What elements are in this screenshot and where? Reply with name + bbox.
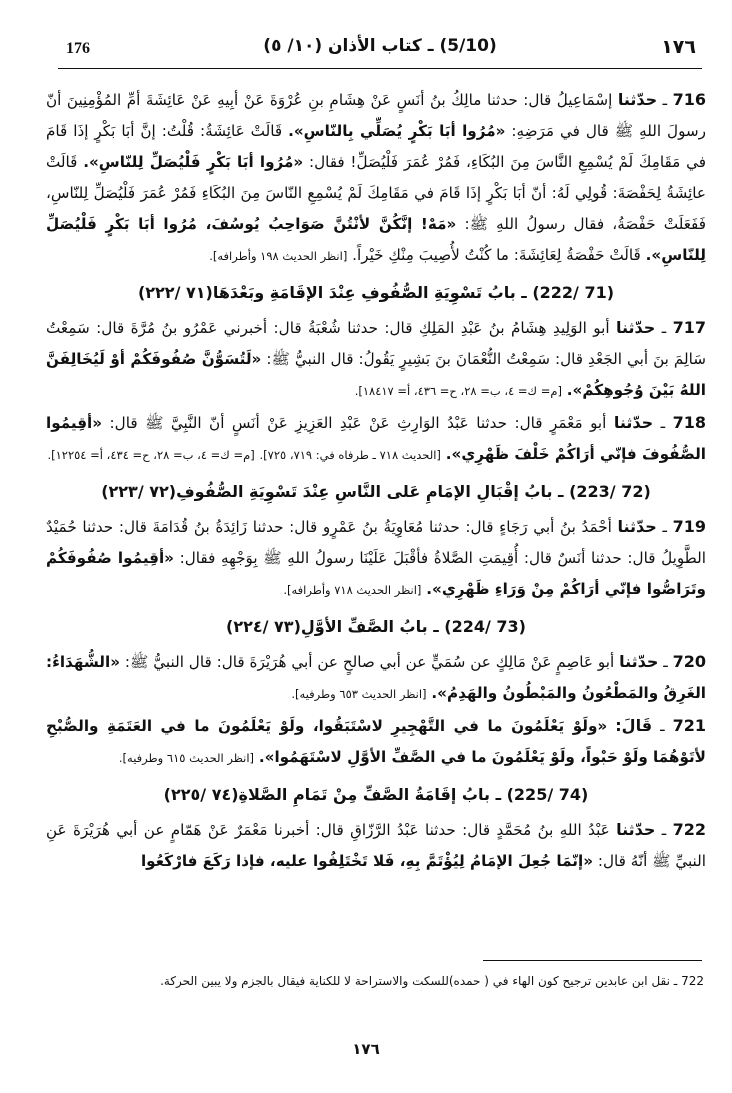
page-number-arabic: ١٧٦: [661, 36, 696, 58]
hadith-717: 717 ـ حدّثنا أبو الوَلِيدِ هِشَامُ بنُ عَبْدِ المَلِكِ قال: حدثنا شُعْبَةُ قال: أخبرني عَمْرُو بنُ مُرَّةَ قال: سَمِعْتُ سَالِمَ بنَ أبي الجَعْدِ قال: سَمِعْتُ النُّعْمَانَ بنَ بَشِيرٍ يَقُولُ: قال النبيُّ ﷺ: «لَتُسَوُّنَّ صُفُوفَكُمْ أوْ لَيُخَالِفَنَّ اللهُ بَيْنَ وُجُوهِكُمْ». [م= ك= ٤، ب= ٢٨، ح= ٤٣٦، أ= ١٨٤١٧].: [46, 318, 707, 399]
hadith-721: 721 ـ قَالَ: «ولَوْ يَعْلَمُونَ ما في التَّهْجِيرِ لاسْتَبَقُوا، ولَوْ يَعْلَمُونَ ما في العَتَمَةِ والصُّبْحِ لأتَوْهُمَا ولَوْ حَبْواً، ولَوْ يَعْلَمُونَ ما في الصَّفِّ الأوَّلِ لاسْتَهَمُوا». [انظر الحديث ٦١٥ وطرفيه].: [46, 716, 707, 766]
hadith-number: 722: [672, 820, 707, 839]
hadith-quote: «أقِيمُوا صُفُوفَكُمْ وتَرَاصُّوا فإنّي أرَاكُمْ مِنْ وَرَاءِ ظَهْرِي».: [46, 549, 706, 598]
hadith-quote: «لَتُسَوُّنَّ صُفُوفَكُمْ أوْ لَيُخَالِفَنَّ اللهُ بَيْنَ وُجُوهِكُمْ».: [46, 350, 706, 399]
hadith-number: 720: [672, 652, 707, 671]
hadith-text: أحْمَدُ بنُ أبي رَجَاءٍ قال: حدثنا مُعَاوِيَةُ بنُ عَمْرٍو قال: حدثنا زَائِدَةُ بنُ قُدَامَةَ قال: حدثنا حُمَيْدٌ الطَّوِيلُ قال: حدثنا أنَسٌ قال: أُقِيمَتِ الصَّلاةُ فأقْبَلَ عَلَيْنَا رسولُ اللهِ ﷺ بِوَجْهِهِ فقال:: [46, 518, 706, 567]
hadith-reference: [الحديث ٧١٨ ـ طرفاه في: ٧١٩، ٧٢٥].: [259, 448, 441, 462]
page-number-latin: 176: [66, 40, 90, 57]
hadith-text: قَالَتْ حَفْصَةُ لِعَائِشَةَ: ما كُنْتُ لأُصِيبَ مِنْكِ خَيْراً.: [352, 246, 646, 264]
hadith-text: قَالَتْ عائِشَةُ لِحَفْصَةَ: قُولِي لَهُ: أنّ أبَا بَكْرٍ إذَا قَامَ في مَقَامِكَ لَمْ يُسْمِعِ النّاسَ مِنَ البُكَاءِ فَمُرْ عُمَرَ فَلْيُصَلِّ لِلنّاسِ، فَفَعَلَتْ حَفْصَةُ، فقال رسولُ اللهِ ﷺ:: [46, 153, 706, 233]
hadith-quote: «مَهْ! إنَّكُنَّ لأنْتُنَّ صَوَاحِبُ يُوسُفَ، مُرُوا أبَا بَكْرٍ فَلْيُصَلِّ لِلنّاسِ».: [46, 215, 706, 264]
hadith-quote: «إنّمَا جُعِلَ الإمَامُ لِيُؤْتَمَّ بِهِ، فَلا تَخْتَلِفُوا عليه، فإذا رَكَعَ فارْكَعُوا: [140, 852, 594, 870]
hadith-quote: «مُرُوا أبَا بَكْرٍ يُصَلِّي بِالنّاسِ».: [288, 122, 506, 140]
footnote: 722 ـ نقل ابن عابدين ترجيح كون الهاء في ( حمده)للسكت والاستراحة لا للكناية فيقال بالجزم ولا يبين الحركة.: [160, 974, 704, 988]
hadith-text: عَبْدُ اللهِ بنُ مُحَمَّدٍ قال: حدثنا عَبْدُ الرَّزّاقِ قال: أخبرنا مَعْمَرٌ عَنْ هَمّامٍ عن أبي هُرَيْرَةَ عَنِ النبيِّ ﷺ أنّهُ قال:: [46, 821, 706, 870]
hadith-number: 719: [672, 517, 706, 536]
hadith-number: 718: [672, 413, 707, 432]
hadith-719: 719 ـ حدّثنا أحْمَدُ بنُ أبي رَجَاءٍ قال: حدثنا مُعَاوِيَةُ بنُ عَمْرٍو قال: حدثنا زَائِدَةُ بنُ قُدَامَةَ قال: حدثنا حُمَيْدٌ الطَّوِيلُ قال: حدثنا أنَسٌ قال: أُقِيمَتِ الصَّلاةُ فأقْبَلَ عَلَيْنَا رسولُ اللهِ ﷺ بِوَجْهِهِ فقال: «أقِيمُوا صُفُوفَكُمْ وتَرَاصُّوا فإنّي أرَاكُمْ مِنْ وَرَاءِ ظَهْرِي». [انظر الحديث ٧١٨ وأطرافه].: [46, 517, 706, 598]
footnote-divider: [483, 960, 702, 961]
hadith-text: أبو عَاصِمٍ عَنْ مَالِكٍ عن سُمَيٍّ عن أبي صالحٍ عن أبي هُرَيْرَةَ قال: قال النبيُّ ﷺ:: [120, 653, 615, 671]
hadith-keyword: قَالَ:: [615, 716, 653, 735]
hadith-reference: [انظر الحديث ٦٥٣ وطرفيه].: [291, 687, 427, 701]
page-header: [58, 30, 702, 69]
chapter-heading: (74 /225) ـ بابُ إقَامَةُ الصَّفِّ مِنْ تَمَامِ الصَّلاةِ(٧٤ /٢٢٥): [163, 785, 589, 804]
hadith-reference: [م= ك= ٤، ب= ٢٨، ح= ٤٣٤، أ= ١٢٢٥٤].: [47, 448, 255, 462]
hadith-reference: [انظر الحديث ١٩٨ وأطرافه].: [209, 249, 348, 263]
chapter-heading: (71 /222) ـ بابُ تَسْوِيَةِ الصُّفُوفِ عِنْدَ الإقَامَةِ وبَعْدَهَا(٧١ /٢٢٢): [137, 283, 615, 302]
hadith-text: أبو مَعْمَرٍ قال: حدثنا عَبْدُ الوَارِثِ عَنْ عَبْدِ العَزِيزِ عَنْ أنَسٍ أنّ النَّبِيَّ ﷺ قال:: [102, 414, 607, 432]
page-footer-number: ١٧٦: [352, 1040, 380, 1058]
hadith-reference: [انظر الحديث ٧١٨ وأطرافه].: [283, 583, 422, 597]
hadith-text: قَالَتْ عَائِشَةُ: قُلْتُ: إنَّ أبَا بَكْرٍ إذَا قَامَ في مَقَامِكَ لَمْ يُسْمِعِ النَّاسَ مِنَ البُكَاءِ، فَمُرْ عُمَرَ فَلْيُصَلِّ! فقال:: [46, 122, 706, 171]
hadith-keyword: حدّثنا: [619, 652, 659, 671]
hadith-quote: «الشُّهَدَاءُ: الغَرِقُ والمَطْعُونُ والمَبْطُونُ والهَدِمُ».: [46, 653, 706, 702]
hadith-reference: [انظر الحديث ٦١٥ وطرفيه].: [118, 751, 255, 765]
hadith-keyword: حدّثنا: [615, 318, 656, 337]
hadith-quote: «أقِيمُوا الصُّفُوفَ فإنّي أرَاكُمْ خَلْفَ ظَهْرِي».: [46, 414, 706, 463]
hadith-keyword: حدّثنا: [616, 820, 656, 839]
hadith-720: 720 ـ حدّثنا أبو عَاصِمٍ عَنْ مَالِكٍ عن سُمَيٍّ عن أبي صالحٍ عن أبي هُرَيْرَةَ قال: قال النبيُّ ﷺ: «الشُّهَدَاءُ: الغَرِقُ والمَطْعُونُ والمَبْطُونُ والهَدِمُ». [انظر الحديث ٦٥٣ وطرفيه].: [46, 652, 707, 702]
hadith-keyword: حدّثنا: [617, 517, 657, 536]
hadith-text: إسْمَاعِيلُ قال: حدثنا مالِكُ بنُ أنَسٍ عَنْ هِشَامِ بنِ عُرْوَةَ عَنْ أبِيهِ عَنْ عَائِشَةَ أمِّ المُؤْمِنِينَ أنّ رسولَ اللهِ ﷺ قال في مَرَضِهِ:: [46, 91, 706, 140]
hadith-quote: «ولَوْ يَعْلَمُونَ ما في التَّهْجِيرِ لاسْتَبَقُوا، ولَوْ يَعْلَمُونَ ما في العَتَمَةِ والصُّبْحِ لأتَوْهُمَا ولَوْ حَبْواً، ولَوْ يَعْلَمُونَ ما في الصَّفِّ الأوَّلِ لاسْتَهَمُوا».: [46, 717, 706, 766]
hadith-reference: [م= ك= ٤، ب= ٢٨، ح= ٤٣٦، أ= ١٨٤١٧].: [354, 384, 562, 398]
hadith-keyword: حدّثنا: [613, 413, 654, 432]
hadith-718: 718 ـ حدّثنا أبو مَعْمَرٍ قال: حدثنا عَبْدُ الوَارِثِ عَنْ عَبْدِ العَزِيزِ عَنْ أنَسٍ أنّ النَّبِيَّ ﷺ قال: «أقِيمُوا الصُّفُوفَ فإنّي أرَاكُمْ خَلْفَ ظَهْرِي». [الحديث ٧١٨ ـ طرفاه في: ٧١٩، ٧٢٥]. [م= ك= ٤، ب= ٢٨، ح= ٤٣٤، أ= ١٢٢٥٤].: [46, 413, 707, 463]
running-title: (5/10) ـ كتاب الأذان (١٠/ ٥): [263, 36, 497, 56]
hadith-keyword: حدّثنا: [617, 90, 658, 109]
hadith-number: 717: [672, 318, 707, 337]
chapter-heading: (72 /223) ـ بابُ إقْبَالِ الإمَامِ عَلى النَّاسِ عِنْدَ تَسْوِيَةِ الصُّفُوفِ(٧٢ /٢٢٣): [101, 482, 651, 501]
hadith-text: أبو الوَلِيدِ هِشَامُ بنُ عَبْدِ المَلِكِ قال: حدثنا شُعْبَةُ قال: أخبرني عَمْرُو بنُ مُرَّةَ قال: سَمِعْتُ سَالِمَ بنَ أبي الجَعْدِ قال: سَمِعْتُ النُّعْمَانَ بنَ بَشِيرٍ يَقُولُ: قال النبيُّ ﷺ:: [46, 319, 706, 368]
hadith-716: 716 ـ حدّثنا إسْمَاعِيلُ قال: حدثنا مالِكُ بنُ أنَسٍ عَنْ هِشَامِ بنِ عُرْوَةَ عَنْ أبِيهِ عَنْ عَائِشَةَ أمِّ المُؤْمِنِينَ أنّ رسولَ اللهِ ﷺ قال في مَرَضِهِ: «مُرُوا أبَا بَكْرٍ يُصَلِّي بِالنّاسِ». قَالَتْ عَائِشَةُ: قُلْتُ: إنَّ أبَا بَكْرٍ إذَا قَامَ في مَقَامِكَ لَمْ يُسْمِعِ النَّاسَ مِنَ البُكَاءِ، فَمُرْ عُمَرَ فَلْيُصَلِّ! فقال: «مُرُوا أبَا بَكْرٍ فَلْيُصَلِّ لِلنّاسِ». قَالَتْ عائِشَةُ لِحَفْصَةَ: قُولِي لَهُ: أنّ أبَا بَكْرٍ إذَا قَامَ في مَقَامِكَ لَمْ يُسْمِعِ النّاسَ مِنَ البُكَاءِ فَمُرْ عُمَرَ فَلْيُصَلِّ لِلنّاسِ، فَفَعَلَتْ حَفْصَةُ، فقال رسولُ اللهِ ﷺ: «مَهْ! إنَّكُنَّ لأنْتُنَّ صَوَاحِبُ يُوسُفَ، مُرُوا أبَا بَكْرٍ فَلْيُصَلِّ لِلنّاسِ». قَالَتْ حَفْصَةُ لِعَائِشَةَ: ما كُنْتُ لأُصِيبَ مِنْكِ خَيْراً. [انظر الحديث ١٩٨ وأطرافه].: [46, 90, 707, 264]
hadith-quote: «مُرُوا أبَا بَكْرٍ فَلْيُصَلِّ لِلنّاسِ».: [83, 153, 304, 171]
hadith-722: 722 ـ حدّثنا عَبْدُ اللهِ بنُ مُحَمَّدٍ قال: حدثنا عَبْدُ الرَّزّاقِ قال: أخبرنا مَعْمَرٌ عَنْ هَمّامٍ عن أبي هُرَيْرَةَ عَنِ النبيِّ ﷺ أنّهُ قال: «إنّمَا جُعِلَ الإمَامُ لِيُؤْتَمَّ بِهِ، فَلا تَخْتَلِفُوا عليه، فإذا رَكَعَ فارْكَعُوا: [46, 820, 707, 870]
main-text: [46, 84, 706, 877]
hadith-number: 721: [672, 716, 707, 735]
chapter-heading: (73 /224) ـ بابُ الصَّفِّ الأوَّلِ(٧٣ /٢٢٤): [226, 617, 526, 636]
hadith-number: 716: [672, 90, 707, 109]
